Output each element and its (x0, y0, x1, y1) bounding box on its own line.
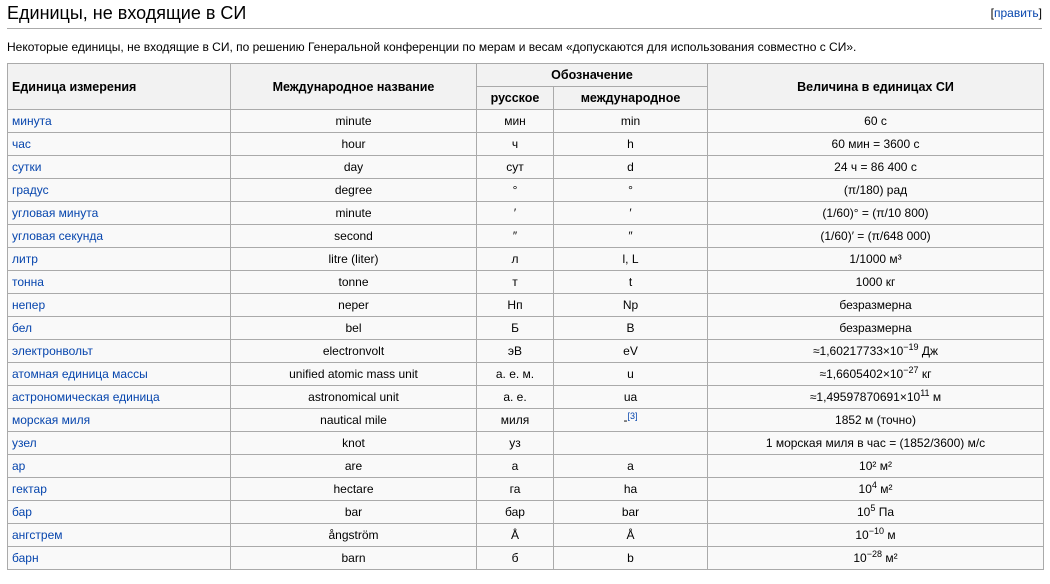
si-value-cell: 60 мин = 3600 с (708, 133, 1044, 156)
si-value-cell (708, 363, 1044, 386)
intl-name-cell: nautical mile (231, 409, 477, 432)
intl-name-cell: knot (231, 432, 477, 455)
symbol-intl-cell: Å (554, 524, 708, 547)
si-value-mantissa: 10 (856, 505, 871, 519)
symbol-ru-cell: Б (477, 317, 554, 340)
unit-cell (8, 179, 231, 202)
table-row (8, 524, 1044, 547)
symbol-intl-dash: - (623, 413, 628, 427)
symbol-ru-cell: б (477, 547, 554, 570)
symbol-ru-cell: мин (477, 110, 554, 133)
unit-cell (8, 432, 231, 455)
unit-link[interactable]: узел (12, 436, 37, 450)
header-intl-name: Международное название (231, 64, 477, 110)
intl-name-cell: neper (231, 294, 477, 317)
si-value-mantissa: 10 (855, 528, 869, 542)
table-row (8, 202, 1044, 225)
si-value-unit: м (929, 390, 942, 404)
unit-link[interactable]: непер (12, 298, 46, 312)
edit-link[interactable]: править (993, 6, 1039, 20)
symbol-intl-cell: ua (554, 386, 708, 409)
unit-cell (8, 294, 231, 317)
symbol-intl-cell: Np (554, 294, 708, 317)
unit-cell (8, 202, 231, 225)
unit-link[interactable]: тонна (12, 275, 44, 289)
si-value-mantissa: ≈1,49597870691×10 (809, 390, 921, 404)
unit-link[interactable]: минута (12, 114, 52, 128)
footnote-link[interactable]: [3] (627, 411, 638, 421)
symbol-ru-cell: а. е. (477, 386, 554, 409)
table-row (8, 156, 1044, 179)
unit-cell (8, 501, 231, 524)
symbol-intl-cell: ha (554, 478, 708, 501)
unit-link[interactable]: литр (12, 252, 38, 266)
table-row (8, 501, 1044, 524)
unit-cell (8, 363, 231, 386)
intl-name-cell: bel (231, 317, 477, 340)
symbol-intl-cell: eV (554, 340, 708, 363)
table-row (8, 294, 1044, 317)
symbol-ru-cell: а. е. м. (477, 363, 554, 386)
unit-cell (8, 110, 231, 133)
intl-name-cell: hour (231, 133, 477, 156)
unit-cell (8, 386, 231, 409)
si-value-exponent: 4 (871, 480, 877, 490)
unit-link[interactable]: астрономическая единица (12, 390, 160, 404)
symbol-ru-cell: миля (477, 409, 554, 432)
si-value-cell: 1 морская миля в час = (1852/3600) м/с (708, 432, 1044, 455)
table-row (8, 179, 1044, 202)
si-value-cell: 60 с (708, 110, 1044, 133)
intl-name-cell: litre (liter) (231, 248, 477, 271)
symbol-intl-cell: h (554, 133, 708, 156)
unit-cell (8, 409, 231, 432)
si-value-unit: м² (882, 551, 898, 565)
table-row (8, 547, 1044, 570)
edit-section-control: [править] (990, 6, 1042, 20)
unit-link[interactable]: барн (12, 551, 39, 565)
unit-cell (8, 340, 231, 363)
intl-name-cell: degree (231, 179, 477, 202)
unit-link[interactable]: гектар (12, 482, 47, 496)
symbol-ru-cell: л (477, 248, 554, 271)
symbol-intl-cell: d (554, 156, 708, 179)
table-row (8, 455, 1044, 478)
unit-cell (8, 478, 231, 501)
symbol-intl-cell (554, 409, 708, 432)
symbol-intl-cell: ′ (554, 202, 708, 225)
unit-cell (8, 248, 231, 271)
header-si-value: Величина в единицах СИ (708, 64, 1044, 110)
si-value-cell: (π/180) рад (708, 179, 1044, 202)
table-row (8, 225, 1044, 248)
si-value-cell: безразмерна (708, 317, 1044, 340)
table-row (8, 386, 1044, 409)
table-row (8, 409, 1044, 432)
table-row (8, 317, 1044, 340)
symbol-ru-cell: эВ (477, 340, 554, 363)
si-value-cell: (1/60)° = (π/10 800) (708, 202, 1044, 225)
intl-name-cell: minute (231, 202, 477, 225)
intl-name-cell: hectare (231, 478, 477, 501)
si-value-cell (708, 547, 1044, 570)
unit-link[interactable]: час (12, 137, 31, 151)
symbol-ru-cell: ° (477, 179, 554, 202)
header-symbol: Обозначение (477, 64, 708, 87)
intl-name-cell: astronomical unit (231, 386, 477, 409)
si-value-exponent: −10 (868, 526, 885, 536)
symbol-intl-cell: t (554, 271, 708, 294)
si-value-cell (708, 340, 1044, 363)
symbol-intl-cell: u (554, 363, 708, 386)
unit-link[interactable]: бар (12, 505, 32, 519)
unit-cell (8, 133, 231, 156)
header-symbol-intl: международное (554, 87, 708, 110)
intro-paragraph: Некоторые единицы, не входящие в СИ, по решению Генеральной конференции по мерам и весам «допускаются для использования совместно с СИ». (7, 40, 857, 54)
table-body (8, 110, 1044, 570)
unit-link[interactable]: электронвольт (12, 344, 93, 358)
si-value-mantissa: ≈1,60217733×10 (812, 344, 904, 358)
section-heading-row (7, 0, 1042, 29)
si-value-unit: Дж (918, 344, 939, 358)
intl-name-cell: minute (231, 110, 477, 133)
symbol-intl-cell: a (554, 455, 708, 478)
intl-name-cell: day (231, 156, 477, 179)
section-title: Единицы, не входящие в СИ (7, 3, 247, 23)
intl-name-cell: ångström (231, 524, 477, 547)
symbol-ru-cell: га (477, 478, 554, 501)
unit-link[interactable]: градус (12, 183, 49, 197)
unit-cell (8, 156, 231, 179)
header-symbol-ru: русское (477, 87, 554, 110)
si-value-exponent: −19 (903, 342, 919, 352)
symbol-ru-cell: а (477, 455, 554, 478)
unit-link[interactable]: угловая секунда (12, 229, 104, 243)
unit-link[interactable]: ар (12, 459, 26, 473)
unit-cell (8, 524, 231, 547)
symbol-intl-cell (554, 432, 708, 455)
unit-cell (8, 225, 231, 248)
unit-link[interactable]: ангстрем (12, 528, 63, 542)
intl-name-cell: second (231, 225, 477, 248)
si-value-exponent: −28 (866, 549, 883, 559)
symbol-intl-cell: ° (554, 179, 708, 202)
intl-name-cell: barn (231, 547, 477, 570)
symbol-ru-cell: уз (477, 432, 554, 455)
si-value-unit: м² (876, 482, 893, 496)
si-value-cell: 1/1000 м³ (708, 248, 1044, 271)
symbol-intl-cell: bar (554, 501, 708, 524)
si-value-cell (708, 501, 1044, 524)
si-value-cell: 1852 м (точно) (708, 409, 1044, 432)
symbol-intl-cell: l, L (554, 248, 708, 271)
intl-name-cell: electronvolt (231, 340, 477, 363)
si-value-exponent: 5 (870, 503, 876, 513)
si-value-cell (708, 478, 1044, 501)
table-row (8, 248, 1044, 271)
symbol-intl-cell: B (554, 317, 708, 340)
symbol-ru-cell: ч (477, 133, 554, 156)
unit-link[interactable]: угловая минута (12, 206, 99, 220)
table-row (8, 110, 1044, 133)
intl-name-cell: bar (231, 501, 477, 524)
table-row (8, 432, 1044, 455)
table-row (8, 363, 1044, 386)
symbol-ru-cell: Å (477, 524, 554, 547)
si-value-cell (708, 524, 1044, 547)
unit-link[interactable]: атомная единица массы (12, 367, 148, 381)
non-si-units-table (7, 63, 1044, 570)
si-value-exponent: 11 (920, 388, 930, 398)
intl-name-cell: are (231, 455, 477, 478)
intl-name-cell: tonne (231, 271, 477, 294)
unit-cell (8, 455, 231, 478)
table-row (8, 340, 1044, 363)
si-value-cell: 10² м² (708, 455, 1044, 478)
si-value-cell (708, 386, 1044, 409)
si-value-cell: 24 ч = 86 400 с (708, 156, 1044, 179)
si-value-unit: м (884, 528, 896, 542)
si-value-unit: Па (875, 505, 894, 519)
unit-cell (8, 271, 231, 294)
si-value-exponent: −27 (903, 365, 919, 375)
symbol-intl-cell: ″ (554, 225, 708, 248)
symbol-ru-cell: ′ (477, 202, 554, 225)
symbol-ru-cell: ″ (477, 225, 554, 248)
si-value-unit: кг (918, 367, 932, 381)
unit-cell (8, 317, 231, 340)
unit-cell (8, 547, 231, 570)
symbol-ru-cell: Нп (477, 294, 554, 317)
symbol-ru-cell: сут (477, 156, 554, 179)
si-value-mantissa: ≈1,6605402×10 (819, 367, 904, 381)
symbol-intl-cell: b (554, 547, 708, 570)
symbol-intl-cell: min (554, 110, 708, 133)
si-value-cell: (1/60)′ = (π/648 000) (708, 225, 1044, 248)
si-value-mantissa: 10 (858, 482, 872, 496)
unit-link[interactable]: морская миля (12, 413, 91, 427)
si-value-mantissa: 10 (853, 551, 867, 565)
si-value-cell: 1000 кг (708, 271, 1044, 294)
si-value-cell: безразмерна (708, 294, 1044, 317)
table-row (8, 271, 1044, 294)
unit-link[interactable]: сутки (12, 160, 42, 174)
symbol-ru-cell: т (477, 271, 554, 294)
footnote-ref (627, 411, 637, 421)
table-row (8, 478, 1044, 501)
unit-link[interactable]: бел (12, 321, 33, 335)
symbol-ru-cell: бар (477, 501, 554, 524)
intl-name-cell: unified atomic mass unit (231, 363, 477, 386)
table-row (8, 133, 1044, 156)
header-unit: Единица измерения (8, 64, 231, 110)
